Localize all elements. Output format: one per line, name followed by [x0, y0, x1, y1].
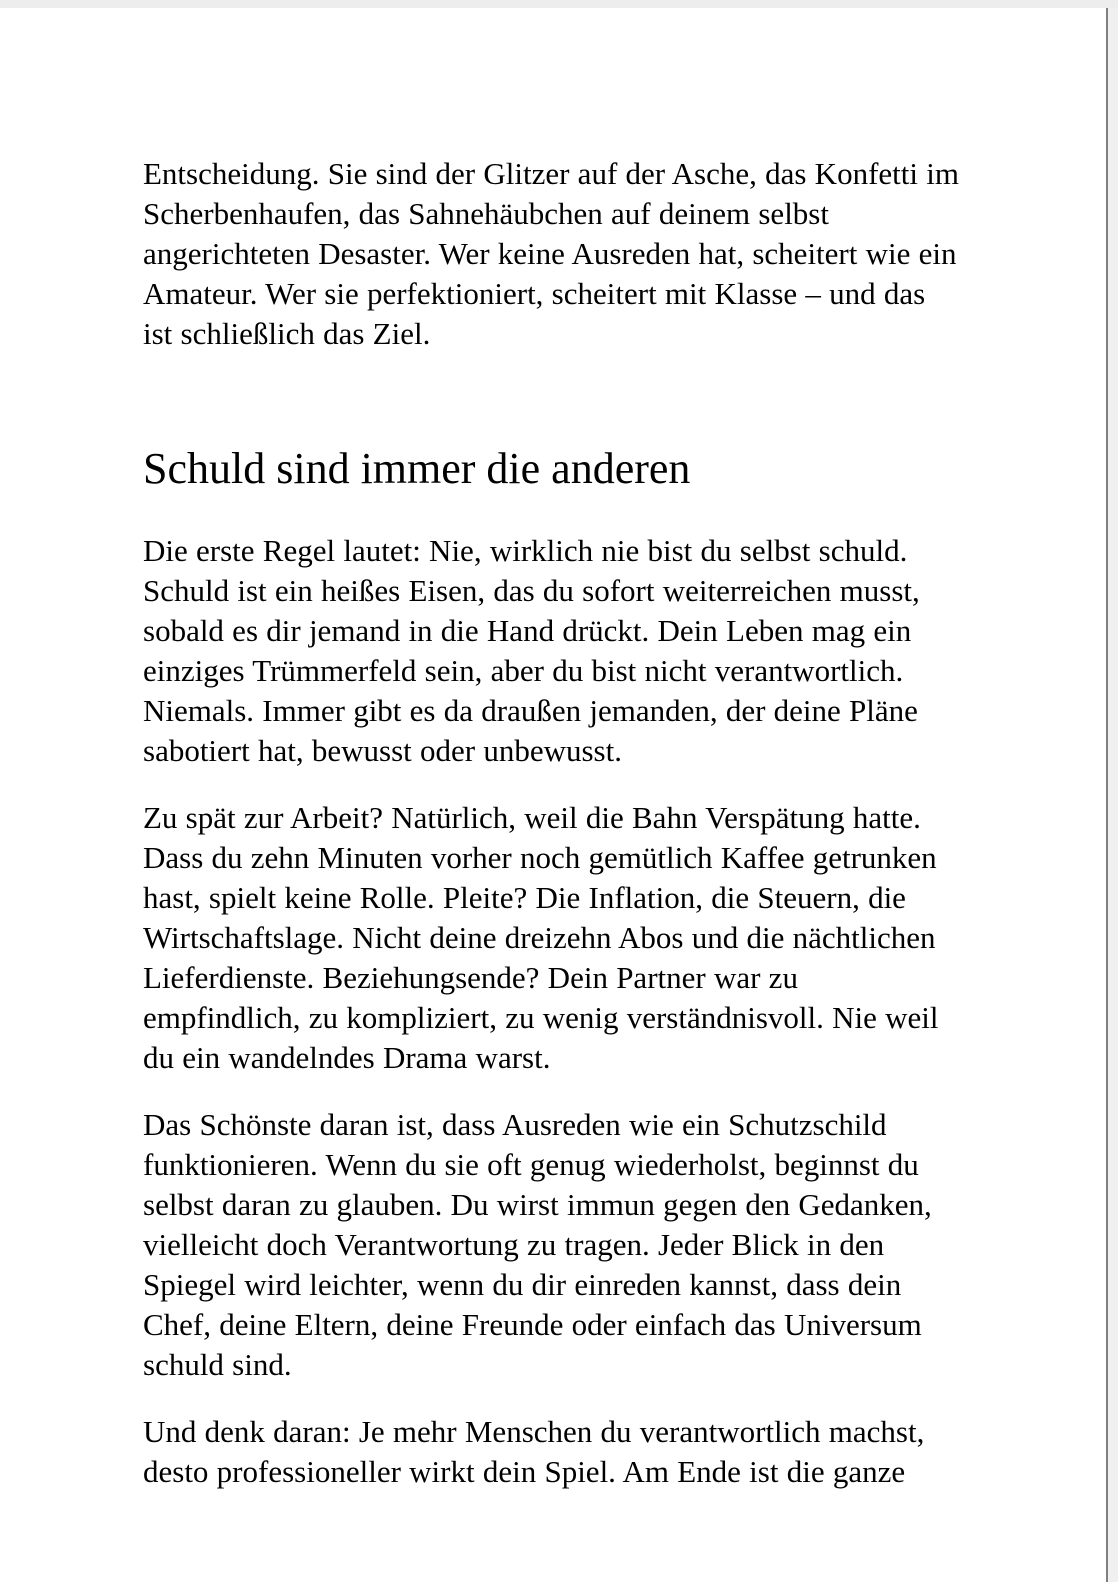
paragraph-zu-spaet: Zu spät zur Arbeit? Natürlich, weil die Bahn Verspätung hatte. Dass du zehn Minuten vorher noch gemütlich Kaffee getrunken hast, spielt keine Rolle. Pleite? Die Inflation, die Steuern, die Wirtschaftslage. Nicht deine dreizehn Abos und die nächtlichen Lieferdienste. Beziehungsende? Dein Partner war zu empfindlich, zu kompliziert, zu wenig verständnisvoll. Nie weil du ein wandelndes Drama warst. — [143, 800, 939, 1075]
paragraph-erste-regel: Die erste Regel lautet: Nie, wirklich nie bist du selbst schuld. Schuld ist ein heißes Eisen, das du sofort weiterreichen musst, sobald es dir jemand in die Hand drückt. Dein Leben mag ein einziges Trümmerfeld sein, aber du bist nicht verantwortlich. Niemals. Immer gibt es da draußen jemanden, der deine Pläne sabotiert hat, bewusst oder unbewusst. — [143, 533, 920, 768]
section-heading: Schuld sind immer die anderen — [143, 444, 691, 493]
paragraph-und-denk-daran: Und denk daran: Je mehr Menschen du verantwortlich machst, desto professioneller wirkt dein Spiel. Am Ende ist die ganze — [143, 1414, 925, 1489]
page-text-column — [143, 8, 961, 1492]
document-page — [0, 8, 1108, 1582]
viewport-top-strip — [0, 0, 1118, 8]
paragraph-continuation: Entscheidung. Sie sind der Glitzer auf der Asche, das Konfetti im Scherbenhaufen, das Sahnehäubchen auf deinem selbst angerichteten Desaster. Wer keine Ausreden hat, scheitert wie ein Amateur. Wer sie perfektioniert, scheitert mit Klasse – und das ist schließlich das Ziel. — [143, 156, 959, 351]
paragraph-schutzschild: Das Schönste daran ist, dass Ausreden wie ein Schutzschild funktionieren. Wenn du sie oft genug wiederholst, beginnst du selbst daran zu glauben. Du wirst immun gegen den Gedanken, vielleicht doch Verantwortung zu tragen. Jeder Blick in den Spiegel wird leichter, wenn du dir einreden kannst, dass dein Chef, deine Eltern, deine Freunde oder einfach das Universum schuld sind. — [143, 1107, 932, 1382]
